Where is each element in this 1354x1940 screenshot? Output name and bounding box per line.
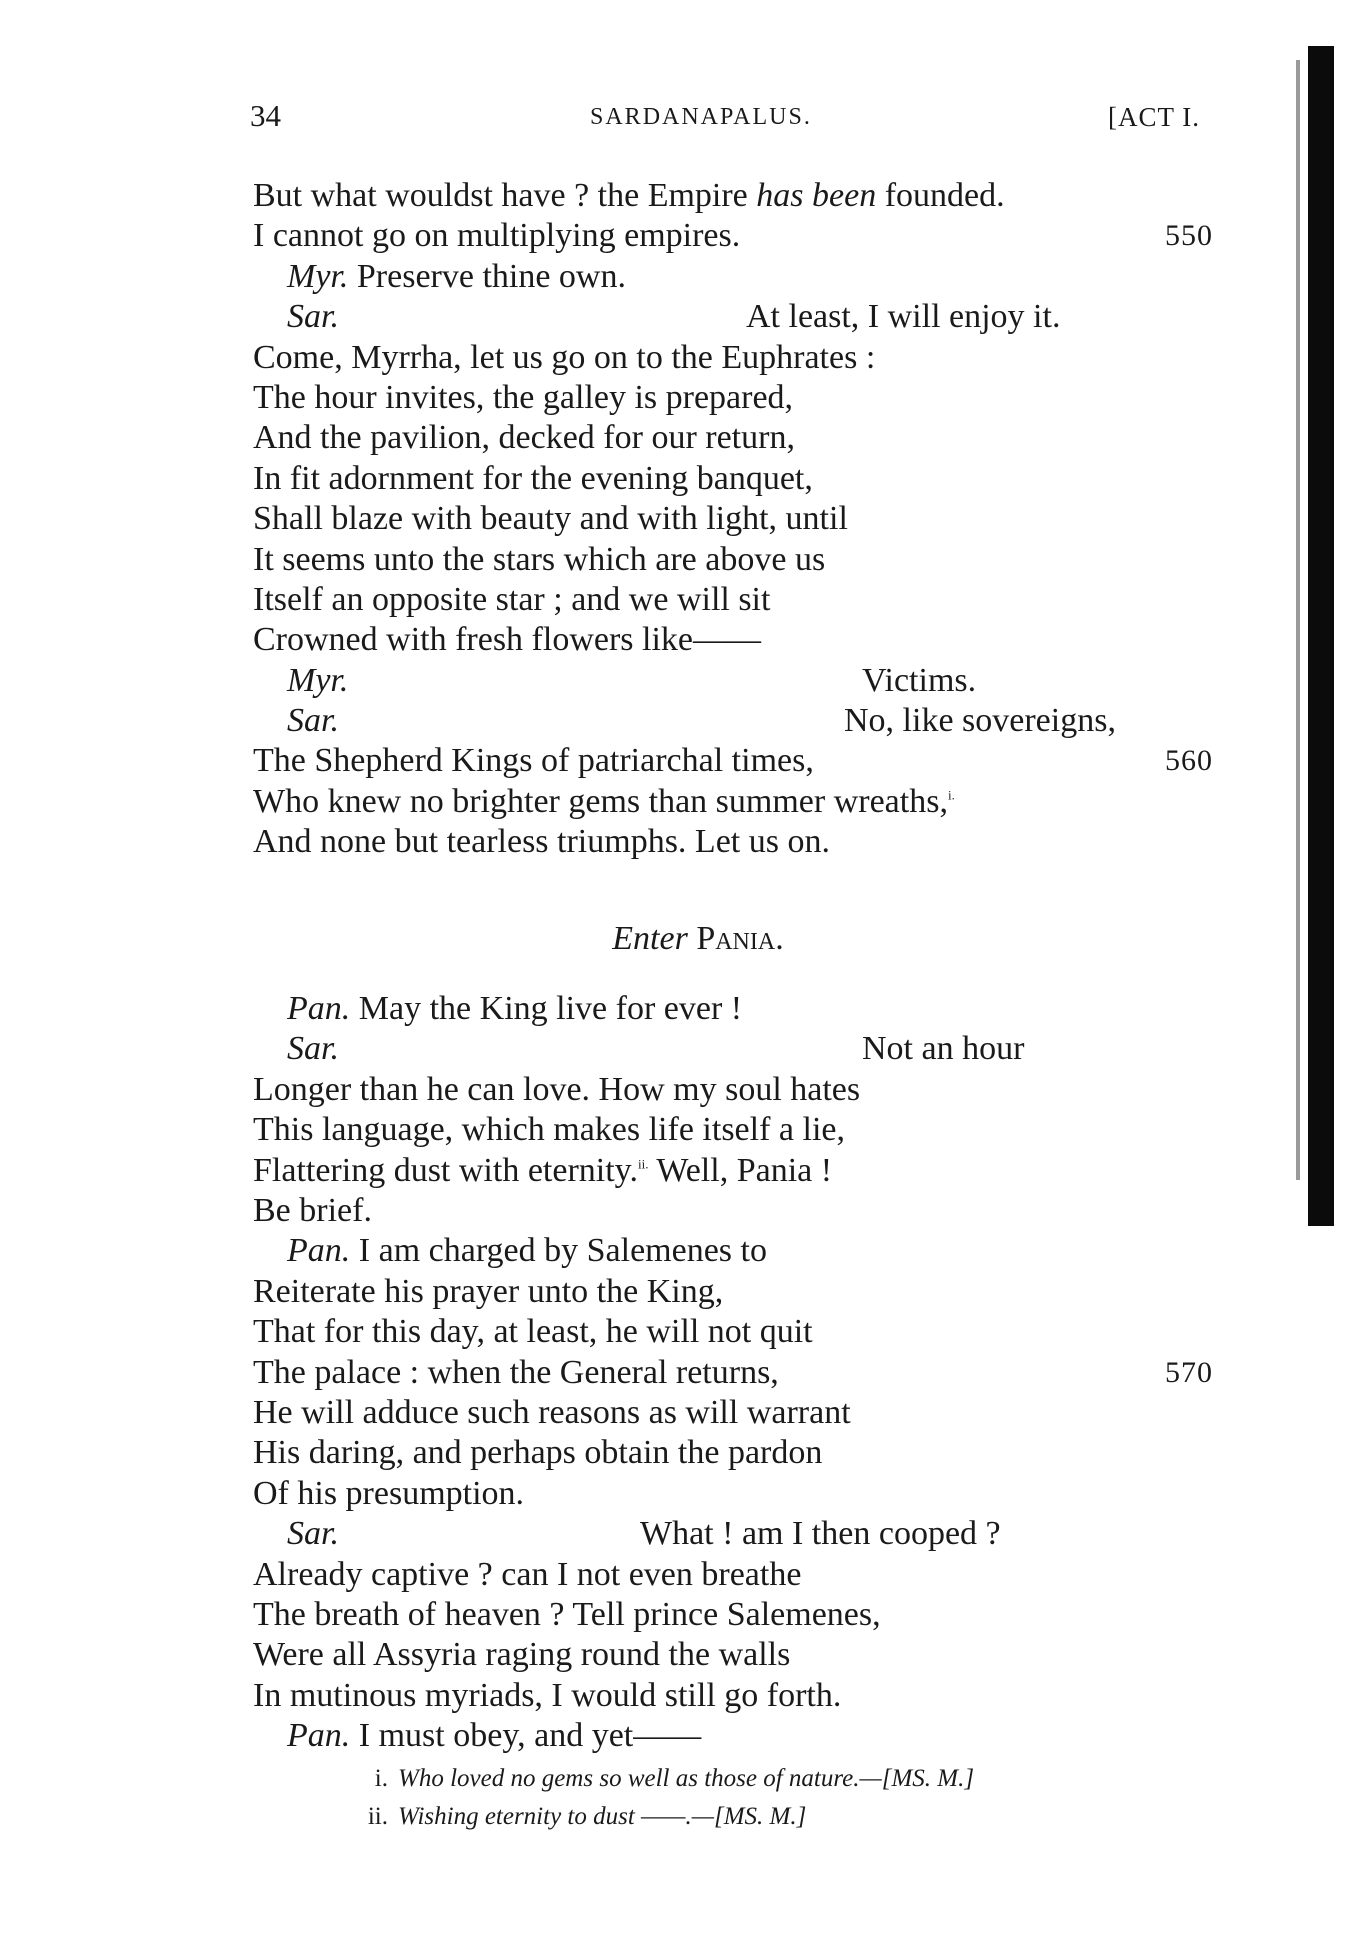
line-text — [253, 1070, 860, 1110]
verse-line — [253, 1595, 1213, 1635]
footnote — [348, 1760, 1208, 1798]
verse-line — [253, 701, 1213, 741]
speaker-name: Pan. — [287, 1717, 351, 1755]
verse-line — [253, 540, 1213, 580]
line-words: Of his presumption. — [253, 1474, 525, 1512]
line-continuation: Not an hour — [862, 1030, 1025, 1068]
verse-line — [253, 989, 1213, 1029]
verse-line — [253, 1110, 1213, 1150]
line-words: Longer than he can love. How my soul hates — [253, 1070, 861, 1108]
line-text — [253, 1433, 822, 1473]
line-continuation: At least, I will enjoy it. — [746, 298, 1061, 336]
footnote-label: i. — [374, 1765, 388, 1792]
line-words: I must obey, and yet—— — [350, 1717, 702, 1755]
verse-line — [253, 1191, 1213, 1231]
line-words: And none but tearless triumphs. Let us on. — [253, 823, 830, 861]
verse-line — [253, 257, 1213, 297]
line-words: It seems unto the stars which are above us — [253, 540, 826, 578]
line-words: Reiterate his prayer unto the King, — [253, 1272, 724, 1310]
footnote-label: ii. — [367, 1803, 388, 1830]
verse-line — [253, 499, 1213, 539]
speaker-name: Sar. — [287, 298, 339, 336]
verse-line — [253, 1312, 1213, 1352]
line-words: Crowned with fresh flowers like—— — [253, 621, 762, 659]
verse-line — [253, 1474, 1213, 1514]
verse-body — [253, 176, 1213, 1756]
line-text — [253, 1272, 723, 1312]
line-text — [253, 580, 770, 620]
line-text — [253, 499, 848, 539]
footnote-text: Who loved no gems so well as those of nature.—[MS. M.] — [398, 1765, 975, 1792]
stage-character: Pania. — [696, 919, 784, 957]
stage-direction — [253, 919, 1213, 959]
line-text — [287, 1716, 701, 1756]
line-text — [253, 1110, 845, 1150]
speaker-name: Myr. — [287, 661, 349, 699]
line-text — [287, 989, 742, 1029]
line-text — [253, 1191, 372, 1231]
running-title: SARDANAPALUS. — [590, 104, 812, 130]
verse-line — [253, 1151, 1213, 1191]
line-words: That for this day, at least, he will not quit — [253, 1313, 813, 1351]
line-text — [287, 701, 339, 741]
line-text — [253, 1676, 841, 1716]
line-text — [287, 1514, 339, 1554]
verse-line — [253, 1514, 1213, 1554]
verse-block-2 — [253, 989, 1213, 1756]
line-text — [253, 1393, 851, 1433]
line-words: He will adduce such reasons as will warrant — [253, 1393, 851, 1431]
line-words: Were all Assyria raging round the walls — [253, 1636, 791, 1674]
line-words: And the pavilion, decked for our return, — [253, 419, 795, 457]
line-text — [287, 1231, 767, 1271]
verse-line — [253, 782, 1213, 822]
line-words: This language, which makes life itself a lie, — [253, 1111, 845, 1149]
running-header — [250, 98, 1200, 138]
line-text — [253, 418, 795, 458]
line-text — [253, 620, 761, 660]
verse-line — [253, 620, 1213, 660]
line-words: Preserve thine own. — [348, 257, 626, 295]
line-words: The hour invites, the galley is prepared, — [253, 378, 794, 416]
verse-line — [253, 1070, 1213, 1110]
act-label: [ACT I. — [1108, 102, 1200, 132]
verse-line — [253, 580, 1213, 620]
line-words: Who knew no brighter gems than summer wreaths, — [253, 782, 948, 820]
line-text — [253, 1312, 813, 1352]
speaker-name: Myr. — [287, 257, 349, 295]
line-text — [253, 822, 830, 862]
line-text — [253, 338, 875, 378]
footnote-marker: i. — [947, 787, 955, 803]
line-text — [287, 297, 339, 337]
line-words: But what wouldst have ? the Empire — [253, 177, 757, 214]
stage-enter: Enter — [612, 919, 688, 957]
line-text — [253, 1635, 790, 1675]
verse-line — [253, 1635, 1213, 1675]
line-words: His daring, and perhaps obtain the pardon — [253, 1434, 823, 1472]
verse-block-1 — [253, 176, 1213, 863]
verse-line — [253, 1716, 1213, 1756]
footnote — [348, 1798, 1208, 1836]
line-continuation: Victims. — [862, 661, 977, 699]
speaker-name: Sar. — [287, 702, 339, 740]
verse-line — [253, 1555, 1213, 1595]
line-words: In fit adornment for the evening banquet, — [253, 459, 813, 497]
verse-line — [253, 216, 1213, 256]
page-number: 34 — [250, 98, 281, 133]
line-words: I cannot go on multiplying empires. — [253, 217, 741, 255]
verse-line — [253, 378, 1213, 418]
line-words: Well, Pania ! — [648, 1151, 833, 1189]
footnotes — [348, 1760, 1208, 1836]
footnote-marker: ii. — [637, 1156, 649, 1172]
verse-line — [253, 459, 1213, 499]
line-words: Come, Myrrha, let us go on to the Euphrates : — [253, 338, 876, 376]
line-text — [253, 741, 814, 781]
line-continuation: No, like sovereigns, — [844, 702, 1116, 740]
line-words: Shall blaze with beauty and with light, until — [253, 500, 848, 538]
verse-line — [253, 176, 1213, 216]
line-words: The palace : when the General returns, — [253, 1353, 779, 1391]
speaker-name: Sar. — [287, 1030, 339, 1068]
line-words: Be brief. — [253, 1191, 372, 1229]
line-text — [287, 661, 348, 701]
verse-line — [253, 1029, 1213, 1069]
line-number: 560 — [1165, 744, 1213, 778]
line-text — [253, 176, 1005, 216]
speaker-name: Pan. — [287, 1232, 351, 1270]
line-text — [253, 459, 813, 499]
line-words: I am charged by Salemenes to — [350, 1232, 767, 1270]
verse-line — [253, 1393, 1213, 1433]
line-text — [287, 257, 626, 297]
verse-line — [253, 338, 1213, 378]
line-words: The Shepherd Kings of patriarchal times, — [253, 742, 814, 780]
line-words: founded. — [876, 177, 1005, 214]
line-text — [253, 540, 825, 580]
line-text — [253, 216, 740, 256]
verse-line — [253, 741, 1213, 781]
speaker-name: Sar. — [287, 1515, 339, 1553]
line-words: May the King live for ever ! — [350, 990, 743, 1028]
footnote-text: Wishing eternity to dust ——.—[MS. M.] — [398, 1803, 807, 1830]
line-text — [253, 378, 793, 418]
verse-line — [253, 1353, 1213, 1393]
verse-line — [253, 1676, 1213, 1716]
line-text — [287, 1029, 339, 1069]
verse-line — [253, 1433, 1213, 1473]
line-number: 550 — [1165, 219, 1213, 253]
line-text — [253, 1151, 832, 1191]
line-text — [253, 1353, 779, 1393]
line-text — [253, 1555, 801, 1595]
line-number: 570 — [1165, 1355, 1213, 1389]
verse-line — [253, 822, 1213, 862]
emphasis: has been — [756, 177, 877, 214]
line-words: Flattering dust with eternity. — [253, 1151, 638, 1189]
verse-line — [253, 661, 1213, 701]
verse-line — [253, 1272, 1213, 1312]
speaker-name: Pan. — [287, 990, 351, 1028]
line-text — [253, 1474, 524, 1514]
line-text — [253, 782, 955, 822]
line-words: Already captive ? can I not even breathe — [253, 1555, 802, 1593]
line-continuation: What ! am I then cooped ? — [640, 1515, 1001, 1553]
line-text — [253, 1595, 881, 1635]
line-words: Itself an opposite star ; and we will sit — [253, 580, 771, 618]
verse-line — [253, 418, 1213, 458]
line-words: In mutinous myriads, I would still go forth. — [253, 1676, 842, 1714]
line-words: The breath of heaven ? Tell prince Salemenes, — [253, 1595, 881, 1633]
verse-line — [253, 297, 1213, 337]
verse-line — [253, 1231, 1213, 1271]
